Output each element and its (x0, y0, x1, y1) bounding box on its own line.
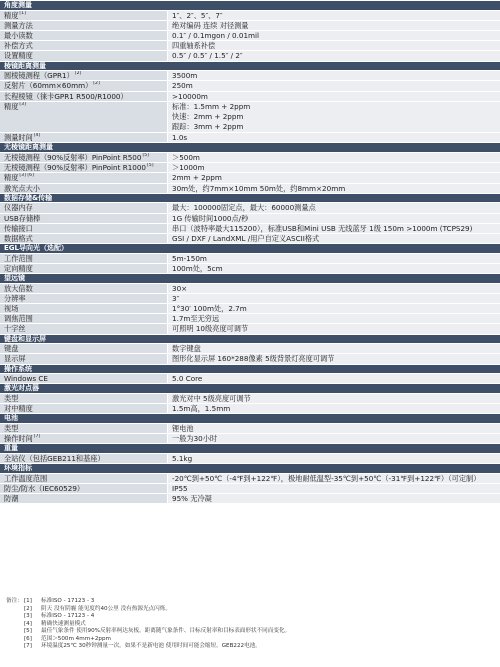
spec-label (0, 233, 168, 243)
spec-label (0, 162, 168, 172)
spec-value (168, 453, 500, 463)
spec-value (168, 283, 500, 293)
spec-label (0, 433, 168, 443)
spec-label (0, 20, 168, 30)
spec-label (0, 50, 168, 60)
spec-label-text: 防尘/防水（IEC60529） (4, 483, 85, 493)
spec-row (0, 253, 500, 263)
spec-value-line: 绝对编码 连续 对径测量 (172, 20, 249, 30)
spec-label-text: 仪器内存 (4, 203, 33, 213)
spec-row (0, 473, 500, 483)
spec-value-line: ＞1000m (172, 163, 205, 173)
spec-row (0, 263, 500, 273)
spec-value (168, 183, 500, 193)
spec-label-text: 类型 (4, 393, 19, 403)
spec-row (0, 223, 500, 233)
spec-label-text: 无棱镜测程（90%反射率）PinPoint R1000 (4, 163, 146, 173)
spec-value-line: -20℃到+50℃（-4℉到+122℉），极地耐低温型-35℃到+50℃（-31℉到+122℉）（可定制） (172, 473, 481, 483)
spec-value-line: 快速：2mm + 2ppm (172, 111, 244, 121)
spec-value (168, 30, 500, 40)
section-header: 棱镜距离测量 (0, 61, 500, 71)
spec-row (0, 101, 500, 133)
spec-label (0, 223, 168, 233)
spec-value-line: 标准：1.5mm + 2ppm (172, 101, 251, 111)
section-header: 望远镜 (0, 273, 500, 283)
spec-row (0, 303, 500, 313)
spec-row (0, 423, 500, 433)
spec-row (0, 132, 500, 142)
footnote-ref: [2] (93, 81, 100, 87)
spec-value (168, 323, 500, 333)
spec-value (168, 393, 500, 403)
footnote-number: [5] (24, 628, 32, 634)
footnote-text: 标准ISO - 17123 - 3 (41, 598, 95, 604)
section-header: 激光对点器 (0, 383, 500, 393)
spec-label-text: 视场 (4, 304, 19, 314)
spec-label (0, 293, 168, 303)
spec-label-text: 显示屏 (4, 354, 26, 364)
spec-label-text: 最小读数 (4, 30, 33, 40)
spec-value (168, 10, 500, 20)
spec-value (168, 233, 500, 243)
spec-label (0, 253, 168, 263)
spec-value (168, 343, 500, 353)
spec-value (168, 213, 500, 223)
spec-value-line: 250m (172, 81, 193, 91)
spec-value (168, 70, 500, 80)
spec-label-text: 放大倍数 (4, 283, 33, 293)
spec-value (168, 40, 500, 50)
spec-row (0, 91, 500, 101)
spec-value (168, 50, 500, 60)
spec-value (168, 20, 500, 30)
spec-value (168, 293, 500, 303)
spec-row (0, 483, 500, 493)
spec-label-text: 类型 (4, 423, 19, 433)
footnote-item (6, 606, 496, 614)
spec-label (0, 152, 168, 162)
spec-value (168, 423, 500, 433)
spec-label-text: 对中精度 (4, 404, 33, 414)
spec-label (0, 30, 168, 40)
section-header: 电池 (0, 413, 500, 423)
spec-label-text: 十字丝 (4, 324, 26, 334)
spec-row (0, 30, 500, 40)
spec-value-line: 1.0s (172, 133, 188, 143)
spec-row (0, 283, 500, 293)
spec-label-text: 反射片（60mm×60mm） (4, 81, 93, 91)
footnote-ref: [3] (19, 101, 26, 107)
spec-label (0, 202, 168, 212)
spec-value (168, 132, 500, 142)
footnote-number: [4] (24, 620, 32, 627)
spec-label (0, 132, 168, 142)
spec-row (0, 10, 500, 20)
spec-value-line: 1.5m高，1.5mm (172, 404, 231, 414)
spec-label-text: 精度 (4, 173, 19, 183)
spec-label (0, 423, 168, 433)
spec-value-line: 100m处，5cm (172, 263, 223, 273)
spec-label (0, 40, 168, 50)
spec-label (0, 283, 168, 293)
footnote-item (6, 598, 496, 606)
spec-label (0, 343, 168, 353)
spec-label (0, 263, 168, 273)
spec-value (168, 483, 500, 493)
spec-value-line: 1°30′ 100m处，2.7m (172, 304, 247, 314)
spec-value (168, 162, 500, 172)
footnote-ref: [2] (74, 71, 82, 77)
spec-row (0, 172, 500, 182)
spec-value-line: 最大：100000固定点，最大：60000测量点 (172, 203, 316, 213)
spec-value (168, 172, 500, 182)
footnote-text: 最佳气象条件 使用90%反射率柯达灰板。距离随气象条件、目标反射率和目标表面形状不同而变化。 (41, 628, 291, 634)
spec-value (168, 373, 500, 383)
spec-row (0, 453, 500, 463)
spec-label-text: 防潮 (4, 494, 19, 504)
spec-label-text: 全站仪（包括GEB211和基座） (4, 453, 105, 463)
footnote-ref: [3] [6] (19, 173, 34, 179)
spec-value (168, 493, 500, 503)
spec-label-text: 设置精度 (4, 51, 33, 61)
spec-label (0, 493, 168, 503)
section-header: EGL导向光（选配） (0, 243, 500, 253)
spec-label-text: 激光点大小 (4, 183, 40, 193)
spec-value-line: 激光对中 5级亮度可调节 (172, 393, 251, 403)
spec-value-line: 2mm + 2ppm (172, 173, 222, 183)
footnote-number: [3] (24, 613, 32, 619)
spec-row (0, 343, 500, 353)
spec-value-line: 1G 传输时间1000点/秒 (172, 213, 249, 223)
spec-label (0, 101, 168, 133)
section-header: 重量 (0, 443, 500, 453)
footnote-item (6, 636, 496, 644)
spec-label-text: Windows CE (4, 374, 48, 384)
spec-row (0, 293, 500, 303)
spec-row (0, 213, 500, 223)
spec-value (168, 313, 500, 323)
spec-value-line: 5.0 Core (172, 374, 203, 384)
spec-value-line: 5m-150m (172, 253, 207, 263)
section-header: 键盘和显示屏 (0, 334, 500, 344)
spec-value-line: 30m处，约7mm×10mm 50m处，约8mm×20mm (172, 183, 346, 193)
spec-label (0, 403, 168, 413)
footnote-ref: [5] (142, 153, 149, 159)
spec-value (168, 223, 500, 233)
spec-row (0, 323, 500, 333)
spec-value-line: IP55 (172, 483, 188, 493)
spec-value-line: 0.5″ / 0.5″ / 1.5″ / 2″ (172, 51, 243, 61)
spec-row (0, 493, 500, 503)
spec-label-text: 传输接口 (4, 223, 33, 233)
spec-label (0, 303, 168, 313)
spec-value-line: 一般为30小时 (172, 434, 218, 444)
spec-value-line: 1″、2″、5″、7″ (172, 10, 223, 20)
spec-value (168, 403, 500, 413)
footnotes (6, 598, 496, 651)
spec-value (168, 433, 500, 443)
spec-label (0, 353, 168, 363)
spec-label-text: 精度 (4, 101, 19, 111)
spec-label (0, 453, 168, 463)
spec-label-text: 精度 (4, 10, 19, 20)
spec-row (0, 183, 500, 193)
spec-row (0, 70, 500, 80)
spec-label (0, 183, 168, 193)
spec-value (168, 473, 500, 483)
spec-label-text: 工作范围 (4, 253, 33, 263)
spec-value-line: 1.7m至无穷远 (172, 314, 220, 324)
spec-label (0, 80, 168, 90)
spec-label (0, 172, 168, 182)
footnote-ref: [7] (33, 434, 41, 440)
spec-label-text: 测量方法 (4, 20, 33, 30)
spec-label (0, 473, 168, 483)
spec-value-line: 30× (172, 283, 188, 293)
spec-label-text: USB存储棒 (4, 213, 41, 223)
spec-label (0, 373, 168, 383)
spec-label-text: 定向精度 (4, 263, 33, 273)
spec-row (0, 403, 500, 413)
spec-row (0, 353, 500, 363)
spec-row (0, 80, 500, 90)
spec-value-line: 3500m (172, 71, 198, 81)
footnote-item (6, 643, 496, 651)
spec-value-line: 0.1″ / 0.1mgon / 0.01mil (172, 30, 260, 40)
spec-label (0, 313, 168, 323)
spec-value-line: GSI / DXF / LandXML /用户自定义ASCII格式 (172, 233, 320, 243)
spec-row (0, 433, 500, 443)
footnote-number: [2] (24, 605, 32, 612)
spec-value (168, 253, 500, 263)
spec-label-text: 圆棱镜测程（GPR1） (4, 71, 74, 81)
footnote-item (6, 613, 496, 621)
spec-label-text: 无棱镜测程（90%反射率）PinPoint R500 (4, 153, 142, 163)
spec-label (0, 323, 168, 333)
spec-value (168, 80, 500, 90)
spec-label (0, 213, 168, 223)
section-header: 角度测量 (0, 0, 500, 10)
spec-row (0, 50, 500, 60)
spec-row (0, 233, 500, 243)
spec-value (168, 353, 500, 363)
spec-value-line: ＞500m (172, 153, 200, 163)
spec-label-text: 数据格式 (4, 233, 33, 243)
footnote-text: 精确快速测量模式 (41, 620, 86, 627)
spec-value (168, 91, 500, 101)
spec-label (0, 10, 168, 20)
section-header: 数据存储&传输 (0, 193, 500, 203)
spec-value-line: 数字键盘 (172, 344, 201, 354)
spec-row (0, 20, 500, 30)
spec-label (0, 91, 168, 101)
spec-row (0, 393, 500, 403)
footnote-ref: [1] (19, 10, 26, 16)
spec-row (0, 162, 500, 172)
spec-label (0, 393, 168, 403)
spec-value (168, 263, 500, 273)
spec-value-line: 可照明 10级亮度可调节 (172, 324, 249, 334)
spec-row (0, 373, 500, 383)
footnote-text: 标准ISO - 17123 - 4 (41, 613, 95, 619)
spec-label-text: 调焦范围 (4, 314, 33, 324)
spec-value (168, 101, 500, 133)
spec-row (0, 313, 500, 323)
footnote-item (6, 628, 496, 636)
spec-row (0, 40, 500, 50)
spec-value-line: 3″ (172, 293, 180, 303)
footnote-text: 阴天 没有阴霾 能见度约40公里 没有热源光点闪烁。 (41, 605, 171, 612)
footnote-text: 范围＞500m 4mm+2ppm (41, 635, 111, 642)
footnote-number: [6] (24, 635, 32, 642)
section-header: 操作系统 (0, 364, 500, 374)
spec-value-line: 5.1kg (172, 453, 193, 463)
spec-label (0, 70, 168, 80)
footnote-number: [1] (24, 598, 32, 604)
footnote-number: [7] (24, 643, 32, 649)
spec-row (0, 152, 500, 162)
spec-value-line: 95% 无冷凝 (172, 494, 212, 504)
footnote-item (6, 621, 496, 629)
spec-label-text: 测量时间 (4, 133, 33, 143)
footnote-text: 环境温度25℃ 30秒钟测量一次。如果不是新电池 使用时间可能会缩短。GEB222电池。 (41, 643, 261, 649)
footnotes-lead: 备注： (6, 598, 23, 604)
spec-label-text: 工作温度范围 (4, 473, 48, 483)
spec-label-text: 分辨率 (4, 293, 26, 303)
spec-label-text: 操作时间 (4, 434, 33, 444)
spec-value-line: 四重轴系补偿 (172, 41, 216, 51)
spec-value (168, 202, 500, 212)
footnote-ref: [4] (33, 133, 41, 139)
spec-label-text: 长程棱镜（徕卡GPR1 R500/R1000） (4, 91, 128, 101)
section-header: 环境指标 (0, 463, 500, 473)
spec-value-line: 串口（波特率最大115200），标准USB和Mini USB 无线蓝牙 1级 150m >1000m (TCPS29) (172, 223, 473, 233)
spec-value-line: 图形化显示屏 160*288像素 5级背景灯亮度可调节 (172, 354, 335, 364)
spec-value-line: 锂电池 (172, 423, 194, 433)
spec-value-line: 跟踪：3mm + 2ppm (172, 122, 244, 132)
spec-label-text: 补偿方式 (4, 41, 33, 51)
section-header: 无棱镜距离测量 (0, 142, 500, 152)
spec-value (168, 152, 500, 162)
footnote-ref: [5] (147, 163, 154, 169)
spec-label (0, 483, 168, 493)
spec-value (168, 303, 500, 313)
spec-value-line: >10000m (172, 91, 208, 101)
spec-row (0, 202, 500, 212)
spec-label-text: 键盘 (4, 344, 19, 354)
